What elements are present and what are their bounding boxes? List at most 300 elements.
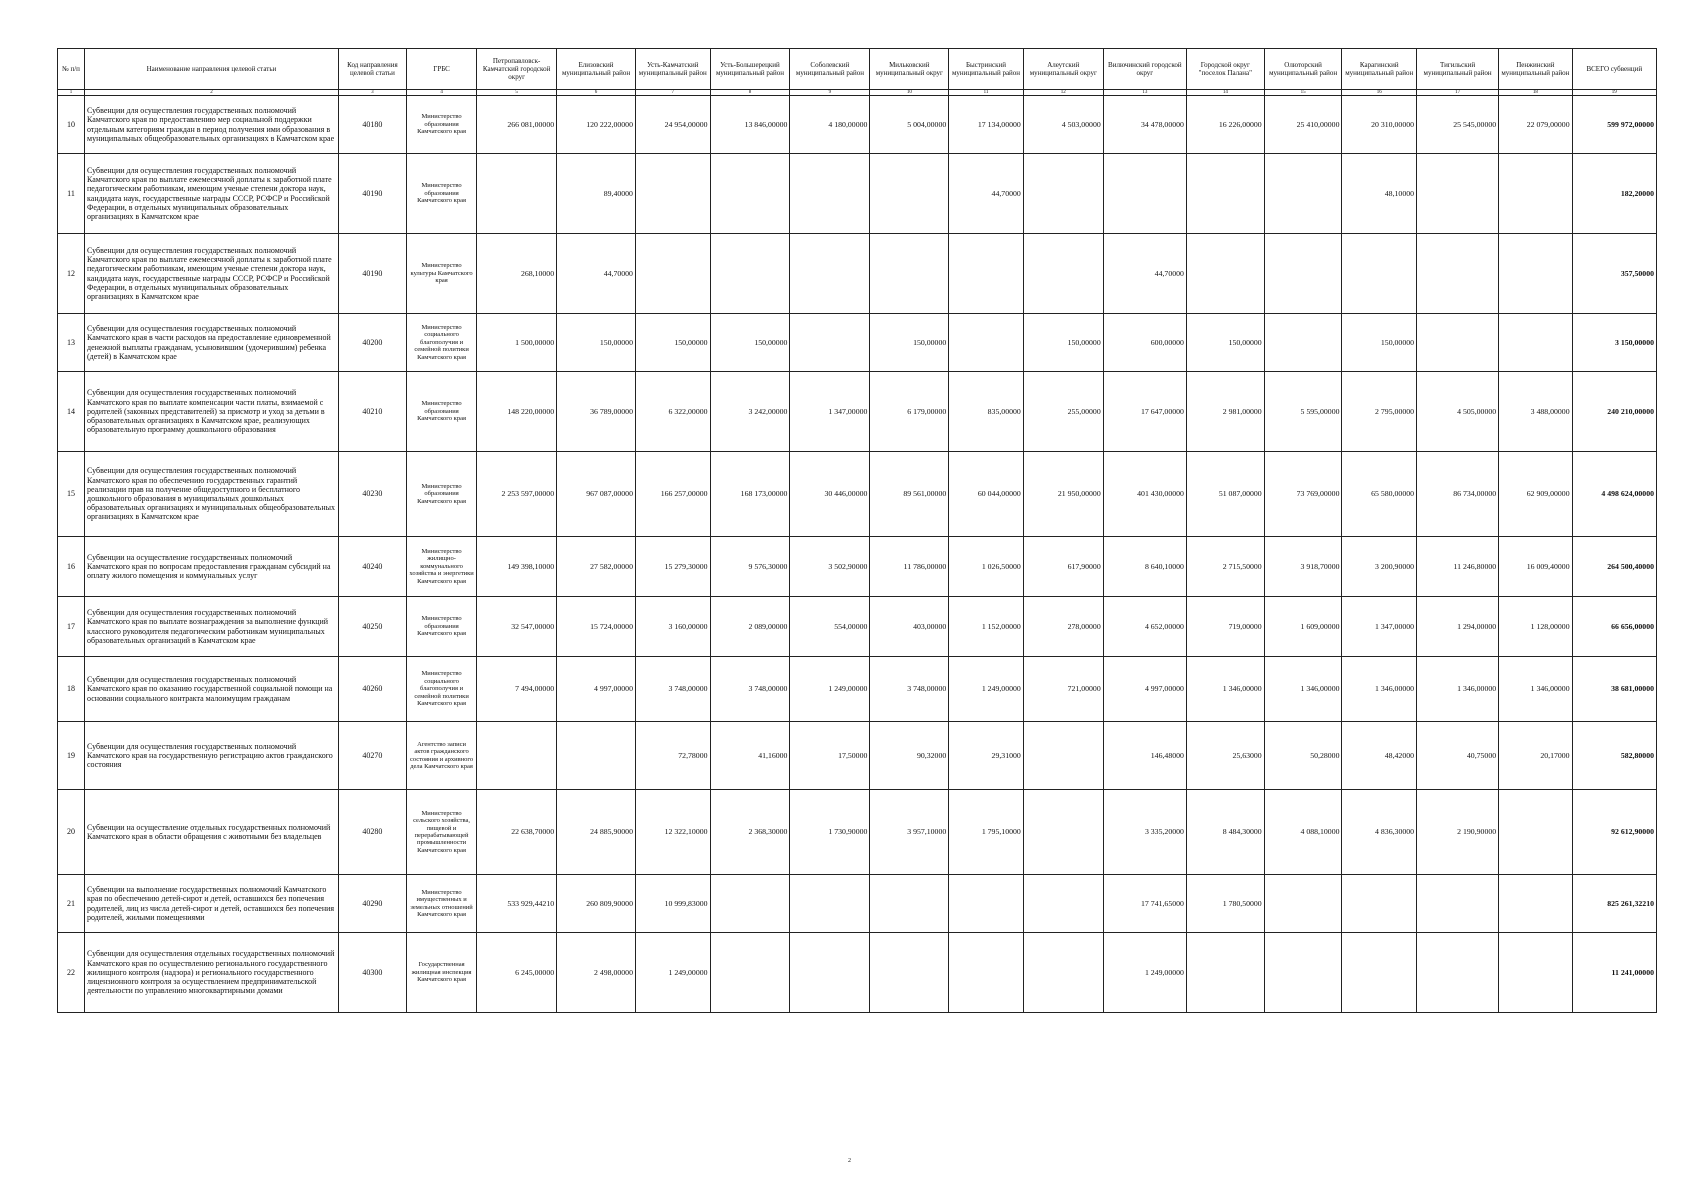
district-value-cell: 150,00000 [1023,314,1103,372]
column-number: 2 [85,90,339,96]
district-value-cell [790,933,870,1013]
district-value-cell: 48,42000 [1342,722,1417,790]
header-district: Соболевский муниципальный район [790,49,870,90]
direction-name-cell: Субвенции на выполнение государственных полномочий Камчатского края по обеспечению детей-сирот и детей, оставшихся без попечения родителей, лиц из числа детей-сирот и детей, оставшихся без попечения родителей, жилыми помещениями [85,875,339,933]
direction-code-cell: 40280 [338,790,406,875]
district-value-cell: 150,00000 [1342,314,1417,372]
row-number-cell: 10 [58,96,85,154]
district-value-cell: 2 498,00000 [557,933,636,1013]
district-value-cell: 1 500,00000 [477,314,557,372]
district-value-cell: 2 981,00000 [1186,372,1264,452]
total-cell: 38 681,00000 [1572,657,1656,722]
total-cell: 357,50000 [1572,234,1656,314]
district-value-cell: 1 795,10000 [949,790,1024,875]
district-value-cell [870,154,949,234]
district-value-cell [1264,875,1342,933]
column-number: 1 [58,90,85,96]
district-value-cell: 51 087,00000 [1186,452,1264,537]
district-value-cell: 719,00000 [1186,597,1264,657]
total-cell: 599 972,00000 [1572,96,1656,154]
direction-code-cell: 40300 [338,933,406,1013]
district-value-cell: 150,00000 [635,314,710,372]
column-number: 4 [406,90,476,96]
district-value-cell [477,722,557,790]
district-value-cell: 60 044,00000 [949,452,1024,537]
district-value-cell: 8 484,30000 [1186,790,1264,875]
table-row [58,657,1657,722]
row-number-cell: 12 [58,234,85,314]
district-value-cell: 24 885,90000 [557,790,636,875]
district-value-cell: 11 786,00000 [870,537,949,597]
district-value-cell: 533 929,44210 [477,875,557,933]
district-value-cell: 600,00000 [1103,314,1186,372]
district-value-cell: 9 576,30000 [710,537,790,597]
district-value-cell [1186,933,1264,1013]
district-value-cell [1417,933,1499,1013]
district-value-cell: 20,17000 [1499,722,1572,790]
district-value-cell: 10 999,83000 [635,875,710,933]
total-cell: 92 612,90000 [1572,790,1656,875]
district-value-cell [949,875,1024,933]
district-value-cell [790,875,870,933]
district-value-cell: 30 446,00000 [790,452,870,537]
table-row [58,234,1657,314]
direction-code-cell: 40230 [338,452,406,537]
district-value-cell: 150,00000 [557,314,636,372]
district-value-cell: 11 246,80000 [1417,537,1499,597]
table-row [58,154,1657,234]
district-value-cell [1264,933,1342,1013]
district-value-cell: 4 997,00000 [1103,657,1186,722]
district-value-cell: 4 088,10000 [1264,790,1342,875]
district-value-cell: 554,00000 [790,597,870,657]
district-value-cell: 40,75000 [1417,722,1499,790]
district-value-cell: 6 322,00000 [635,372,710,452]
district-value-cell: 1 026,50000 [949,537,1024,597]
district-value-cell: 268,10000 [477,234,557,314]
district-value-cell: 1 730,90000 [790,790,870,875]
district-value-cell: 34 478,00000 [1103,96,1186,154]
row-number-cell: 17 [58,597,85,657]
direction-code-cell: 40240 [338,537,406,597]
header-district: Олюторский муниципальный район [1264,49,1342,90]
district-value-cell [870,933,949,1013]
direction-name-cell: Субвенции на осуществление государственных полномочий Камчатского края по вопросам предоставления гражданам субсидий на оплату жилого помещения и коммунальных услуг [85,537,339,597]
header-total: ВСЕГО субвенций [1572,49,1656,90]
district-value-cell: 90,32000 [870,722,949,790]
header-name: Наименование направления целевой статьи [85,49,339,90]
district-value-cell: 65 580,00000 [1342,452,1417,537]
district-value-cell [1417,154,1499,234]
direction-code-cell: 40190 [338,154,406,234]
header-district: Мильковский муниципальный округ [870,49,949,90]
direction-name-cell: Субвенции для осуществления отдельных государственных полномочий Камчатского края по осуществлению регионального государственного жилищного контроля (надзора) и регионального государственного лицензионного контроля за осуществлением предпринимательской деятельности по управлению многоквартирными домами [85,933,339,1013]
district-value-cell: 4 503,00000 [1023,96,1103,154]
table-row [58,96,1657,154]
grbs-cell: Министерство образования Камчатского края [406,597,476,657]
district-value-cell [1499,154,1572,234]
district-value-cell: 25 545,00000 [1417,96,1499,154]
district-value-cell [1499,790,1572,875]
direction-name-cell: Субвенции для осуществления государственных полномочий Камчатского края на государственную регистрацию актов гражданского состояния [85,722,339,790]
district-value-cell: 3 918,70000 [1264,537,1342,597]
district-value-cell: 4 997,00000 [557,657,636,722]
table-row [58,875,1657,933]
budget-table-sheet [57,48,1657,1013]
column-number: 7 [635,90,710,96]
district-value-cell [1264,234,1342,314]
district-value-cell: 835,00000 [949,372,1024,452]
table-row [58,790,1657,875]
direction-name-cell: Субвенции для осуществления государственных полномочий Камчатского края по выплате ежемесячной доплаты к заработной плате педагогическим работникам, имеющим ученые степени доктора наук, кандидата наук, государственные награды СССР, РСФСР и Российской Федерации, в отдельных муниципальных образовательных организациях в Камчатском крае [85,234,339,314]
district-value-cell: 17,50000 [790,722,870,790]
district-value-cell: 5 004,00000 [870,96,949,154]
direction-code-cell: 40210 [338,372,406,452]
district-value-cell: 721,00000 [1023,657,1103,722]
district-value-cell [1342,234,1417,314]
total-cell: 240 210,00000 [1572,372,1656,452]
district-value-cell: 15 724,00000 [557,597,636,657]
district-value-cell [1342,933,1417,1013]
district-value-cell: 6 179,00000 [870,372,949,452]
column-number: 16 [1342,90,1417,96]
grbs-cell: Министерство социального благополучия и семейной политики Камчатского края [406,314,476,372]
district-value-cell [635,234,710,314]
district-value-cell: 1 249,00000 [790,657,870,722]
district-value-cell: 32 547,00000 [477,597,557,657]
district-value-cell: 401 430,00000 [1103,452,1186,537]
district-value-cell: 3 502,90000 [790,537,870,597]
direction-code-cell: 40200 [338,314,406,372]
table-row [58,722,1657,790]
column-number: 13 [1103,90,1186,96]
district-value-cell: 148 220,00000 [477,372,557,452]
district-value-cell [790,314,870,372]
district-value-cell: 22 638,70000 [477,790,557,875]
district-value-cell: 86 734,00000 [1417,452,1499,537]
row-number-cell: 13 [58,314,85,372]
district-value-cell [1023,722,1103,790]
district-value-cell: 967 087,00000 [557,452,636,537]
district-value-cell [635,154,710,234]
column-number: 11 [949,90,1024,96]
district-value-cell: 44,70000 [557,234,636,314]
district-value-cell: 150,00000 [1186,314,1264,372]
column-number: 14 [1186,90,1264,96]
total-cell: 182,20000 [1572,154,1656,234]
district-value-cell: 3 200,90000 [1342,537,1417,597]
direction-code-cell: 40250 [338,597,406,657]
table-row [58,314,1657,372]
header-row [58,49,1657,90]
district-value-cell [870,875,949,933]
column-number: 8 [710,90,790,96]
district-value-cell: 266 081,00000 [477,96,557,154]
district-value-cell: 24 954,00000 [635,96,710,154]
grbs-cell: Государственная жилищная инспекция Камчатского края [406,933,476,1013]
district-value-cell: 2 368,30000 [710,790,790,875]
direction-name-cell: Субвенции для осуществления государственных полномочий Камчатского края по выплате ежемесячной доплаты к заработной плате педагогическим работникам, имеющим ученые степени доктора наук, кандидата наук, государственные награды СССР, РСФСР и Российской Федерации, в отдельных муниципальных образовательных организациях в Камчатском крае [85,154,339,234]
column-number: 15 [1264,90,1342,96]
row-number-cell: 21 [58,875,85,933]
district-value-cell [1264,154,1342,234]
grbs-cell: Министерство культуры Камчатского края [406,234,476,314]
district-value-cell: 27 582,00000 [557,537,636,597]
district-value-cell [1499,933,1572,1013]
district-value-cell: 4 505,00000 [1417,372,1499,452]
district-value-cell: 617,90000 [1023,537,1103,597]
district-value-cell: 1 249,00000 [635,933,710,1013]
district-value-cell [1499,875,1572,933]
district-value-cell: 2 089,00000 [710,597,790,657]
row-number-cell: 15 [58,452,85,537]
district-value-cell: 4 180,00000 [790,96,870,154]
district-value-cell: 13 846,00000 [710,96,790,154]
header-district: Усть-Камчатский муниципальный район [635,49,710,90]
header-district: Петропавловск-Камчатский городской округ [477,49,557,90]
district-value-cell [1023,234,1103,314]
district-value-cell [1023,933,1103,1013]
direction-name-cell: Субвенции для осуществления государственных полномочий Камчатского края по предоставлению мер социальной поддержки отдельным категориям граждан в период получения ими образования в муниципальных общеобразовательных организациях в Камчатском крае [85,96,339,154]
district-value-cell: 25,63000 [1186,722,1264,790]
column-number: 5 [477,90,557,96]
district-value-cell: 17 134,00000 [949,96,1024,154]
column-number: 9 [790,90,870,96]
district-value-cell [710,154,790,234]
direction-code-cell: 40180 [338,96,406,154]
column-number: 3 [338,90,406,96]
district-value-cell: 3 748,00000 [710,657,790,722]
column-number: 19 [1572,90,1656,96]
district-value-cell [949,314,1024,372]
district-value-cell: 22 079,00000 [1499,96,1572,154]
district-value-cell: 1 609,00000 [1264,597,1342,657]
column-number: 12 [1023,90,1103,96]
row-number-cell: 14 [58,372,85,452]
row-number-cell: 19 [58,722,85,790]
total-cell: 11 241,00000 [1572,933,1656,1013]
district-value-cell: 44,70000 [1103,234,1186,314]
grbs-cell: Министерство образования Камчатского края [406,154,476,234]
district-value-cell [949,234,1024,314]
column-number: 10 [870,90,949,96]
district-value-cell [1417,314,1499,372]
district-value-cell: 12 322,10000 [635,790,710,875]
header-district: Алеутский муниципальный округ [1023,49,1103,90]
district-value-cell [1499,234,1572,314]
district-value-cell: 17 741,65000 [1103,875,1186,933]
district-value-cell: 403,00000 [870,597,949,657]
district-value-cell: 150,00000 [710,314,790,372]
district-value-cell [1499,314,1572,372]
direction-code-cell: 40290 [338,875,406,933]
direction-name-cell: Субвенции на осуществление отдельных государственных полномочий Камчатского края в области обращения с животными без владельцев [85,790,339,875]
district-value-cell [1342,875,1417,933]
district-value-cell: 17 647,00000 [1103,372,1186,452]
row-number-cell: 20 [58,790,85,875]
header-district: Усть-Большерецкий муниципальный район [710,49,790,90]
district-value-cell: 1 347,00000 [1342,597,1417,657]
row-number-cell: 22 [58,933,85,1013]
district-value-cell: 2 715,50000 [1186,537,1264,597]
district-value-cell: 149 398,10000 [477,537,557,597]
district-value-cell: 16 009,40000 [1499,537,1572,597]
row-number-cell: 16 [58,537,85,597]
district-value-cell: 36 789,00000 [557,372,636,452]
district-value-cell: 166 257,00000 [635,452,710,537]
table-row [58,597,1657,657]
district-value-cell: 1 294,00000 [1417,597,1499,657]
header-district: Пенжинский муниципальный район [1499,49,1572,90]
district-value-cell: 50,28000 [1264,722,1342,790]
grbs-cell: Министерство образования Камчатского края [406,452,476,537]
district-value-cell: 146,48000 [1103,722,1186,790]
grbs-cell: Министерство образования Камчатского края [406,372,476,452]
district-value-cell: 4 652,00000 [1103,597,1186,657]
total-cell: 66 656,00000 [1572,597,1656,657]
column-number: 18 [1499,90,1572,96]
district-value-cell: 3 748,00000 [635,657,710,722]
district-value-cell: 48,10000 [1342,154,1417,234]
district-value-cell: 2 795,00000 [1342,372,1417,452]
district-value-cell [1023,875,1103,933]
district-value-cell: 1 346,00000 [1264,657,1342,722]
header-district: Быстринский муниципальный район [949,49,1024,90]
column-number: 6 [557,90,636,96]
district-value-cell: 73 769,00000 [1264,452,1342,537]
grbs-cell: Министерство социального благополучия и семейной политики Камчатского края [406,657,476,722]
district-value-cell: 62 909,00000 [1499,452,1572,537]
district-value-cell: 3 160,00000 [635,597,710,657]
direction-name-cell: Субвенции для осуществления государственных полномочий Камчатского края по выплате компенсации части платы, взимаемой с родителей (законных представителей) за присмотр и уход за детьми в образовательных организациях в Камчатском крае, реализующих образовательную программу дошкольного образования [85,372,339,452]
row-number-cell: 11 [58,154,85,234]
district-value-cell [1186,234,1264,314]
district-value-cell: 7 494,00000 [477,657,557,722]
district-value-cell: 1 347,00000 [790,372,870,452]
district-value-cell: 120 222,00000 [557,96,636,154]
header-no: № п/п [58,49,85,90]
district-value-cell: 89,40000 [557,154,636,234]
district-value-cell: 41,16000 [710,722,790,790]
district-value-cell [870,234,949,314]
header-district: Вилючинский городской округ [1103,49,1186,90]
district-value-cell: 1 128,00000 [1499,597,1572,657]
direction-name-cell: Субвенции для осуществления государственных полномочий Камчатского края по оказанию государственной социальной помощи на основании социального контракта малоимущим гражданам [85,657,339,722]
district-value-cell [557,722,636,790]
district-value-cell [1186,154,1264,234]
column-number: 17 [1417,90,1499,96]
header-grbs: ГРБС [406,49,476,90]
district-value-cell: 44,70000 [949,154,1024,234]
row-number-cell: 18 [58,657,85,722]
table-row [58,452,1657,537]
district-value-cell: 25 410,00000 [1264,96,1342,154]
district-value-cell: 2 190,90000 [1417,790,1499,875]
table-row [58,537,1657,597]
district-value-cell: 72,78000 [635,722,710,790]
direction-name-cell: Субвенции для осуществления государственных полномочий Камчатского края в части расходов на предоставление единовременной денежной выплаты гражданам, усыновившим (удочерившим) ребенка (детей) в Камчатском крае [85,314,339,372]
district-value-cell [1264,314,1342,372]
district-value-cell [790,234,870,314]
district-value-cell: 1 346,00000 [1186,657,1264,722]
district-value-cell: 6 245,00000 [477,933,557,1013]
district-value-cell: 255,00000 [1023,372,1103,452]
district-value-cell [790,154,870,234]
district-value-cell [949,933,1024,1013]
district-value-cell: 3 242,00000 [710,372,790,452]
subventions-table [57,48,1657,1013]
district-value-cell [477,154,557,234]
district-value-cell: 3 335,20000 [1103,790,1186,875]
direction-code-cell: 40260 [338,657,406,722]
district-value-cell: 21 950,00000 [1023,452,1103,537]
district-value-cell: 1 780,50000 [1186,875,1264,933]
district-value-cell: 1 249,00000 [949,657,1024,722]
page-number: 2 [848,1158,851,1164]
district-value-cell: 8 640,10000 [1103,537,1186,597]
total-cell: 3 150,00000 [1572,314,1656,372]
grbs-cell: Министерство сельского хозяйства, пищевой и перерабатывающей промышленности Камчатского края [406,790,476,875]
district-value-cell [1023,154,1103,234]
district-value-cell [710,234,790,314]
district-value-cell: 3 957,10000 [870,790,949,875]
district-value-cell: 1 346,00000 [1417,657,1499,722]
header-district: Городской округ "поселок Палана" [1186,49,1264,90]
total-cell: 582,80000 [1572,722,1656,790]
table-row [58,933,1657,1013]
header-district: Елизовский муниципальный район [557,49,636,90]
district-value-cell: 16 226,00000 [1186,96,1264,154]
district-value-cell [1023,790,1103,875]
district-value-cell: 3 748,00000 [870,657,949,722]
district-value-cell [1417,234,1499,314]
district-value-cell [710,875,790,933]
district-value-cell: 168 173,00000 [710,452,790,537]
district-value-cell: 1 346,00000 [1499,657,1572,722]
district-value-cell: 5 595,00000 [1264,372,1342,452]
direction-code-cell: 40270 [338,722,406,790]
district-value-cell [710,933,790,1013]
district-value-cell: 1 152,00000 [949,597,1024,657]
direction-name-cell: Субвенции для осуществления государственных полномочий Камчатского края по обеспечению государственных гарантий реализации прав на получение общедоступного и бесплатного дошкольного образования в муниципальных дошкольных образовательных организациях и муниципальных общеобразовательных организациях в Камчатском крае [85,452,339,537]
district-value-cell: 150,00000 [870,314,949,372]
direction-name-cell: Субвенции для осуществления государственных полномочий Камчатского края по выплате вознаграждения за выполнение функций классного руководителя педагогическим работникам муниципальных образовательных организаций в Камчатском крае [85,597,339,657]
district-value-cell: 2 253 597,00000 [477,452,557,537]
district-value-cell: 1 249,00000 [1103,933,1186,1013]
total-cell: 825 261,32210 [1572,875,1656,933]
district-value-cell: 1 346,00000 [1342,657,1417,722]
grbs-cell: Министерство жилищно-коммунального хозяйства и энергетики Камчатского края [406,537,476,597]
district-value-cell: 3 488,00000 [1499,372,1572,452]
district-value-cell [1103,154,1186,234]
district-value-cell: 15 279,30000 [635,537,710,597]
district-value-cell: 278,00000 [1023,597,1103,657]
direction-code-cell: 40190 [338,234,406,314]
total-cell: 4 498 624,00000 [1572,452,1656,537]
header-district: Карагинский муниципальный район [1342,49,1417,90]
district-value-cell: 29,31000 [949,722,1024,790]
grbs-cell: Министерство образования Камчатского края [406,96,476,154]
total-cell: 264 500,40000 [1572,537,1656,597]
district-value-cell: 89 561,00000 [870,452,949,537]
district-value-cell: 20 310,00000 [1342,96,1417,154]
header-code: Код направления целевой статьи [338,49,406,90]
table-row [58,372,1657,452]
header-district: Тигильский муниципальный район [1417,49,1499,90]
district-value-cell: 4 836,30000 [1342,790,1417,875]
grbs-cell: Агентство записи актов гражданского состояния и архивного дела Камчатского края [406,722,476,790]
district-value-cell [1417,875,1499,933]
